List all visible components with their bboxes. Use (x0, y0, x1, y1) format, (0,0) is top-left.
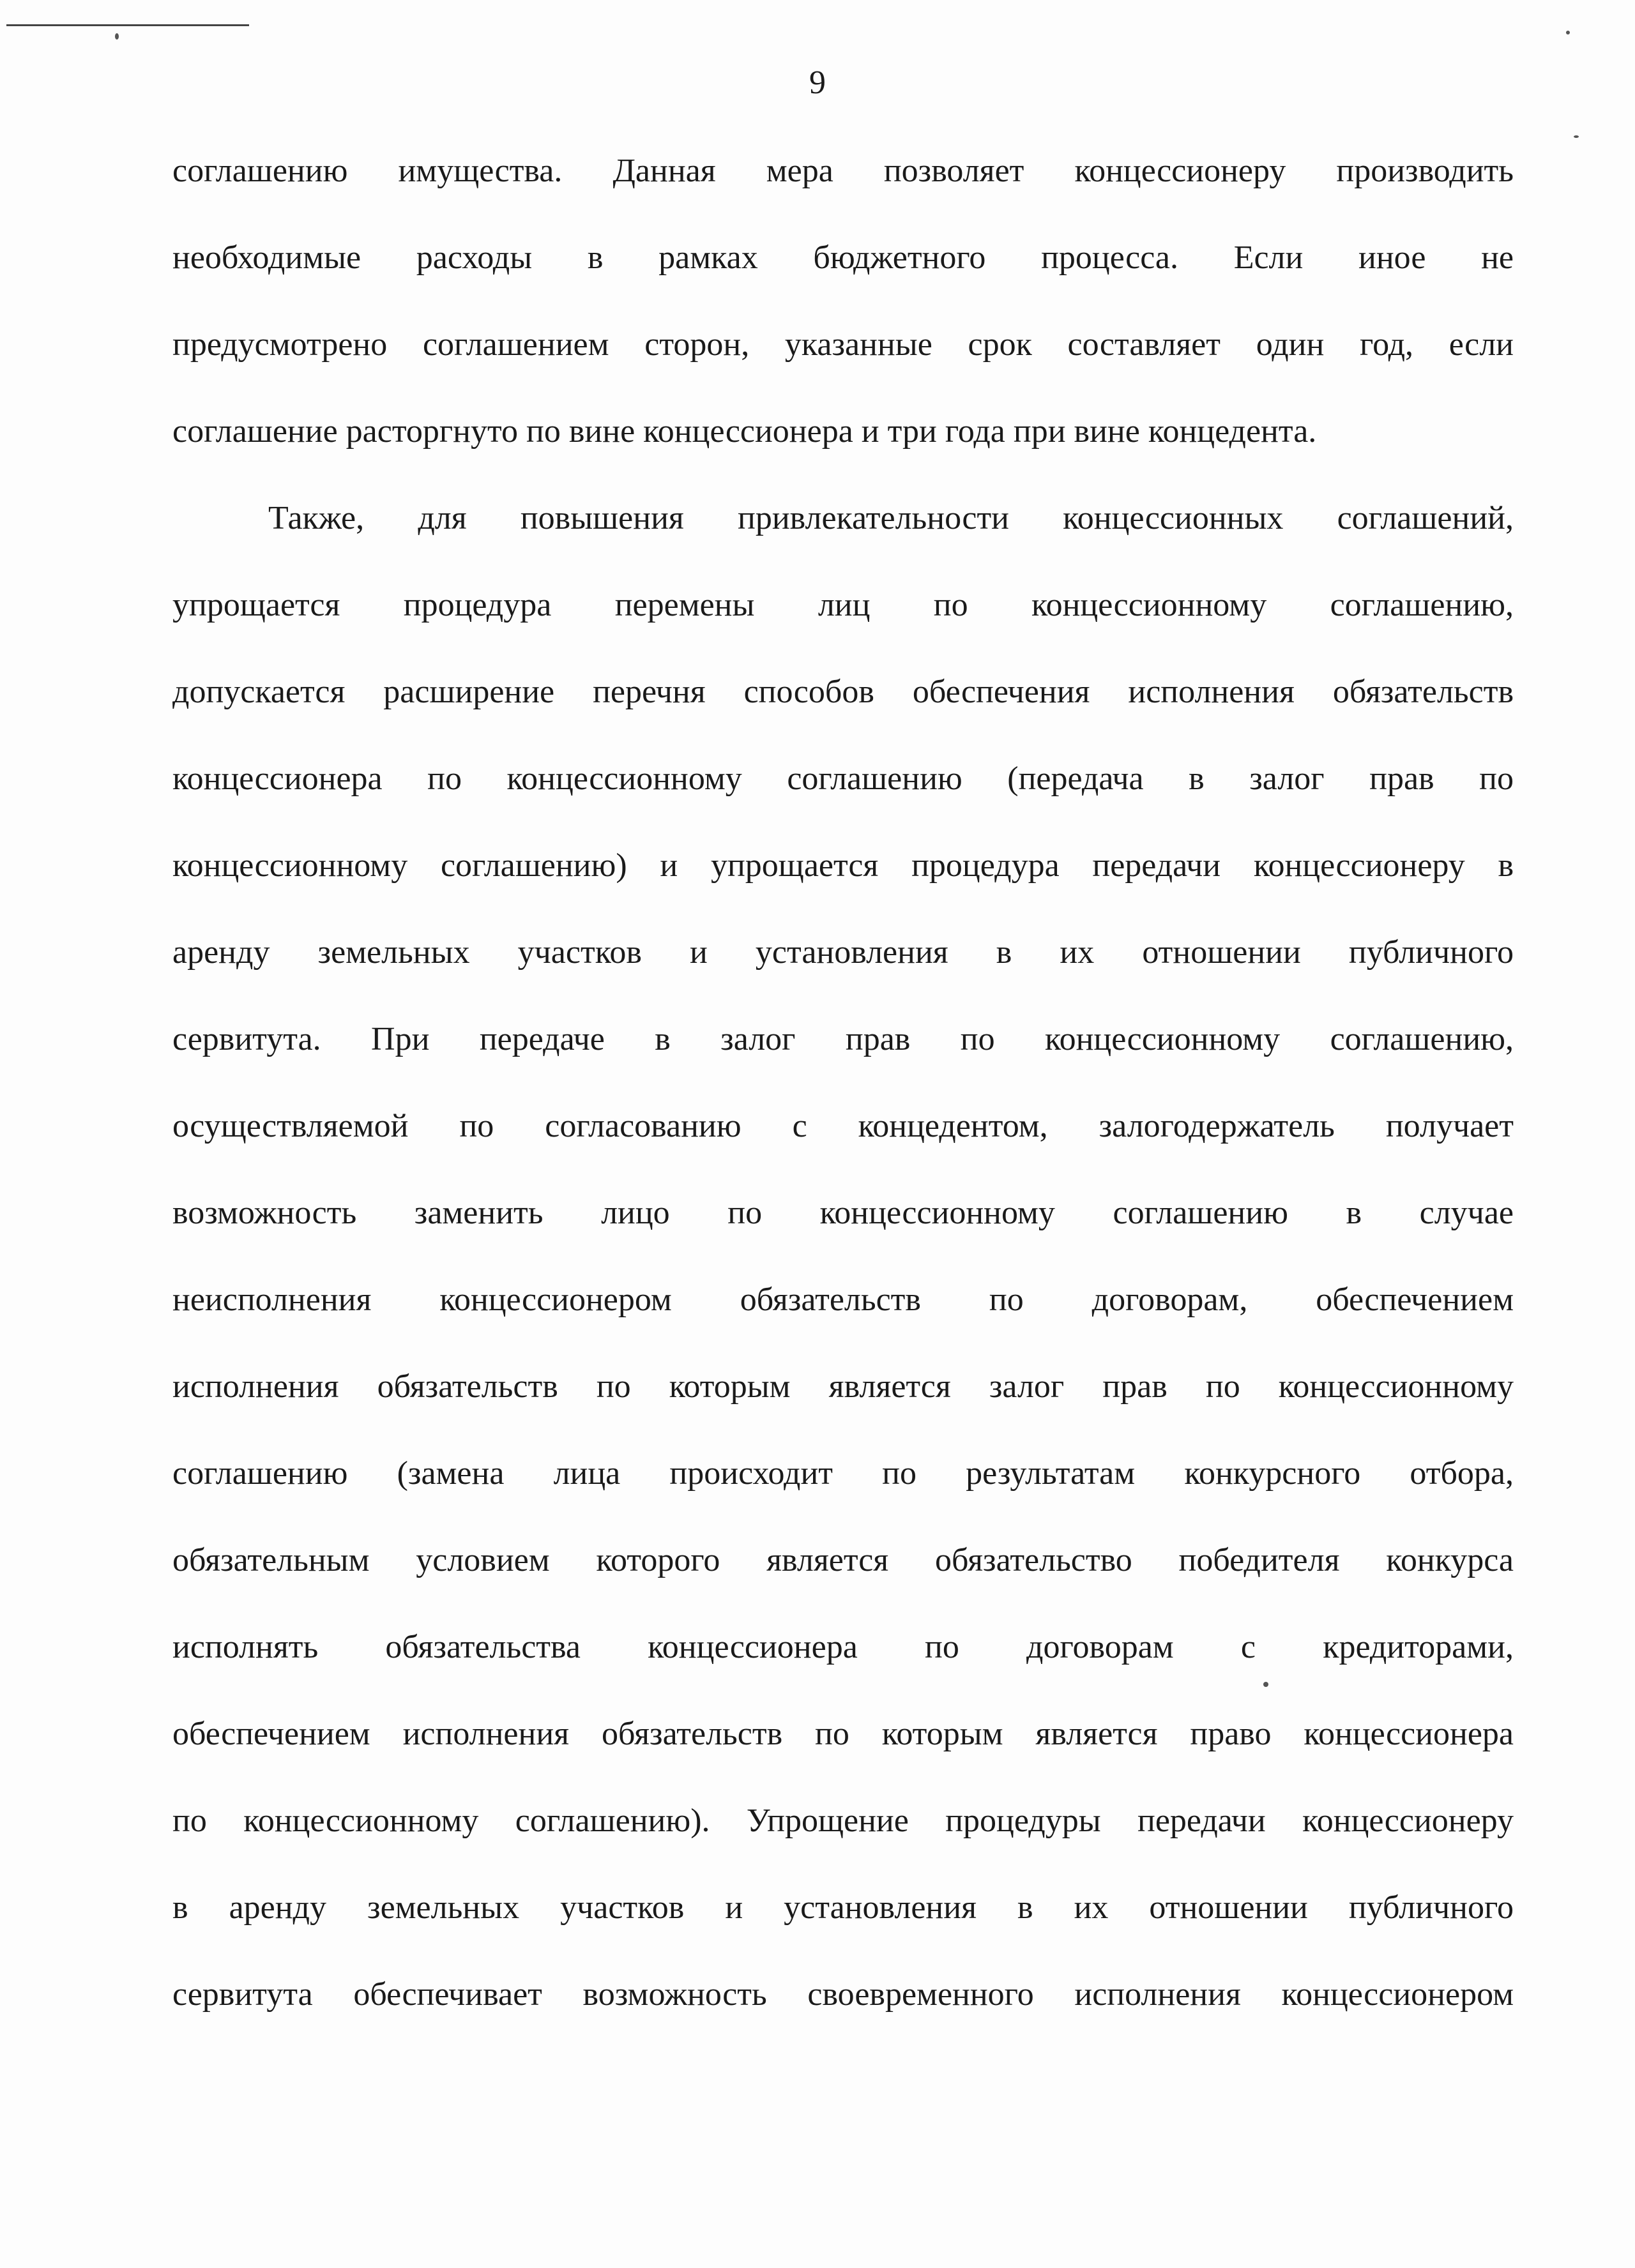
text-line: осуществляемой по согласованию с концедентом, залогодержатель получает (172, 1108, 1514, 1144)
text-line: предусмотрено соглашением сторон, указанные срок составляет один год, если (172, 326, 1514, 363)
text-line: Также, для повышения привлекательности концессионных соглашений, (268, 500, 1514, 536)
text-line: соглашению имущества. Данная мера позволяет концессионеру производить (172, 153, 1514, 189)
scan-artifact-dot (115, 33, 119, 40)
text-line: концессионному соглашению) и упрощается процедура передачи концессионеру в (172, 847, 1514, 884)
text-line: исполнять обязательства концессионера по договорам с кредиторами, (172, 1629, 1514, 1665)
text-line: неисполнения концессионером обязательств по договорам, обеспечением (172, 1281, 1514, 1318)
paragraph (172, 139, 1514, 487)
text-line: исполнения обязательств по которым является залог прав по концессионному (172, 1368, 1514, 1405)
page-number: 9 (809, 64, 826, 101)
scan-artifact-dot (1566, 31, 1570, 34)
scan-artifact-dot (1574, 135, 1579, 138)
text-line: в аренду земельных участков и установления в их отношении публичного (172, 1889, 1514, 1926)
text-line: возможность заменить лицо по концессионному соглашению в случае (172, 1195, 1514, 1231)
text-line: соглашению (замена лица происходит по результатам конкурсного отбора, (172, 1455, 1514, 1492)
body-text (172, 139, 1514, 2050)
text-line: обеспечением исполнения обязательств по которым является право концессионера (172, 1716, 1514, 1752)
text-line: сервитута обеспечивает возможность своевременного исполнения концессионером (172, 1976, 1514, 2013)
text-line: допускается расширение перечня способов обеспечения исполнения обязательств (172, 674, 1514, 710)
text-line: концессионера по концессионному соглашению (передача в залог прав по (172, 760, 1514, 797)
text-line: обязательным условием которого является обязательство победителя конкурса (172, 1542, 1514, 1578)
scan-artifact-rule (6, 24, 249, 26)
text-line: упрощается процедура перемены лиц по концессионному соглашению, (172, 587, 1514, 623)
text-line: аренду земельных участков и установления в их отношении публичного (172, 934, 1514, 971)
text-line: соглашение расторгнуто по вине концессионера и три года при вине концедента. (172, 413, 1317, 450)
text-line: необходимые расходы в рамках бюджетного процесса. Если иное не (172, 239, 1514, 276)
text-line: сервитута. При передаче в залог прав по концессионному соглашению, (172, 1021, 1514, 1057)
text-line: по концессионному соглашению). Упрощение процедуры передачи концессионеру (172, 1803, 1514, 1839)
paragraph (172, 487, 1514, 2050)
